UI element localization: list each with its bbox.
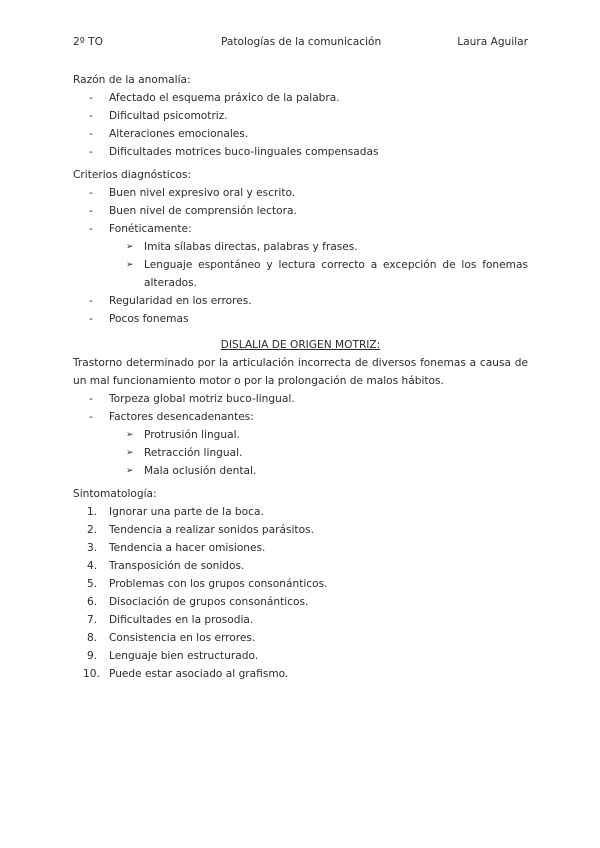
criterios-item-2: Buen nivel de comprensión lectora. xyxy=(109,205,297,217)
sintoma-8: Consistencia en los errores. xyxy=(109,632,256,644)
factores-sub-1: Protrusión lingual. xyxy=(144,429,240,441)
sintoma-9: Lenguaje bien estructurado. xyxy=(109,650,259,662)
dash-bullet: - xyxy=(89,187,93,199)
sub-list-item xyxy=(73,256,528,292)
razon-item-2: Dificultad psicomotriz. xyxy=(109,110,228,122)
sintomatologia-heading: Sintomatología: xyxy=(73,488,157,500)
arrow-bullet-icon: ➢ xyxy=(126,260,134,270)
foneticamente-sub-1: Imita sílabas directas, palabras y frases. xyxy=(144,241,358,253)
criterios-item-4: Regularidad en los errores. xyxy=(109,295,252,307)
dash-bullet: - xyxy=(89,110,93,122)
sintoma-5: Problemas con los grupos consonánticos. xyxy=(109,578,328,590)
list-item xyxy=(73,665,528,683)
list-number: 3. xyxy=(87,542,98,554)
list-item xyxy=(73,557,528,575)
dash-bullet: - xyxy=(89,205,93,217)
sub-list-item xyxy=(73,462,528,480)
arrow-bullet-icon: ➢ xyxy=(126,448,134,458)
arrow-bullet-icon: ➢ xyxy=(126,466,134,476)
list-number: 4. xyxy=(87,560,98,572)
sintoma-7: Dificultades en la prosodia. xyxy=(109,614,254,626)
list-item xyxy=(73,125,528,143)
dash-bullet: - xyxy=(89,411,93,423)
list-number: 8. xyxy=(87,632,98,644)
list-number: 7. xyxy=(87,614,98,626)
foneticamente-sub-2: Lenguaje espontáneo y lectura correcto a excepción de los fonemas alterados. xyxy=(144,259,528,289)
header-author: Laura Aguilar xyxy=(457,36,528,48)
sintomatologia-list xyxy=(73,503,528,683)
dash-bullet: - xyxy=(89,393,93,405)
sintoma-6: Disociación de grupos consonánticos. xyxy=(109,596,309,608)
list-item xyxy=(73,611,528,629)
list-item xyxy=(73,143,528,161)
list-item xyxy=(73,292,528,310)
dash-bullet: - xyxy=(89,313,93,325)
list-number: 9. xyxy=(87,650,98,662)
list-item xyxy=(73,647,528,665)
dislalia-title: DISLALIA DE ORIGEN MOTRIZ: xyxy=(220,339,381,351)
header-course: 2º TO xyxy=(73,36,103,48)
list-item xyxy=(73,629,528,647)
dislalia-intro: Trastorno determinado por la articulación incorrecta de diversos fonemas a causa de un mal funcionamiento motor o por la prolongación de malos hábitos. xyxy=(73,357,528,387)
list-item xyxy=(73,89,528,107)
list-number: 1. xyxy=(87,506,98,518)
razon-list xyxy=(73,89,528,161)
sub-list-item xyxy=(73,444,528,462)
sintoma-3: Tendencia a hacer omisiones. xyxy=(109,542,266,554)
dash-bullet: - xyxy=(89,146,93,158)
list-item xyxy=(73,503,528,521)
razon-item-1: Afectado el esquema práxico de la palabra. xyxy=(109,92,340,104)
dash-bullet: - xyxy=(89,128,93,140)
page-header xyxy=(73,36,528,52)
dash-bullet: - xyxy=(89,92,93,104)
sintoma-10: Puede estar asociado al grafismo. xyxy=(109,668,289,680)
criterios-list xyxy=(73,184,528,328)
list-number: 6. xyxy=(87,596,98,608)
dislalia-list xyxy=(73,390,528,480)
list-number: 2. xyxy=(87,524,98,536)
criterios-heading: Criterios diagnósticos: xyxy=(73,169,192,181)
razon-item-3: Alteraciones emocionales. xyxy=(109,128,249,140)
factores-sub-3: Mala oclusión dental. xyxy=(144,465,257,477)
list-item xyxy=(73,184,528,202)
criterios-item-1: Buen nivel expresivo oral y escrito. xyxy=(109,187,296,199)
factores-sub-2: Retracción lingual. xyxy=(144,447,243,459)
factores-sublist xyxy=(73,426,528,480)
list-item xyxy=(73,521,528,539)
list-item xyxy=(73,593,528,611)
list-item xyxy=(73,310,528,328)
list-number: 10. xyxy=(83,668,100,680)
list-number: 5. xyxy=(87,578,98,590)
dislalia-item-2: Factores desencadenantes: xyxy=(109,411,254,423)
header-subject: Patologías de la comunicación xyxy=(221,36,382,48)
list-item xyxy=(73,390,528,408)
dislalia-item-1: Torpeza global motriz buco-lingual. xyxy=(109,393,295,405)
criterios-item-5: Pocos fonemas xyxy=(109,313,189,325)
dash-bullet: - xyxy=(89,295,93,307)
razon-heading: Razón de la anomalía: xyxy=(73,74,191,86)
razon-item-4: Dificultades motrices buco-linguales compensadas xyxy=(109,146,379,158)
list-item xyxy=(73,408,528,480)
sub-list-item xyxy=(73,238,528,256)
list-item xyxy=(73,220,528,292)
list-item xyxy=(73,202,528,220)
sintoma-2: Tendencia a realizar sonidos parásitos. xyxy=(109,524,314,536)
arrow-bullet-icon: ➢ xyxy=(126,430,134,440)
sintoma-1: Ignorar una parte de la boca. xyxy=(109,506,264,518)
sintoma-4: Transposición de sonidos. xyxy=(109,560,245,572)
sub-list-item xyxy=(73,426,528,444)
arrow-bullet-icon: ➢ xyxy=(126,242,134,252)
dash-bullet: - xyxy=(89,223,93,235)
foneticamente-sublist xyxy=(73,238,528,292)
list-item xyxy=(73,539,528,557)
list-item xyxy=(73,575,528,593)
criterios-item-3: Fonéticamente: xyxy=(109,223,192,235)
list-item xyxy=(73,107,528,125)
document-body xyxy=(73,71,528,683)
